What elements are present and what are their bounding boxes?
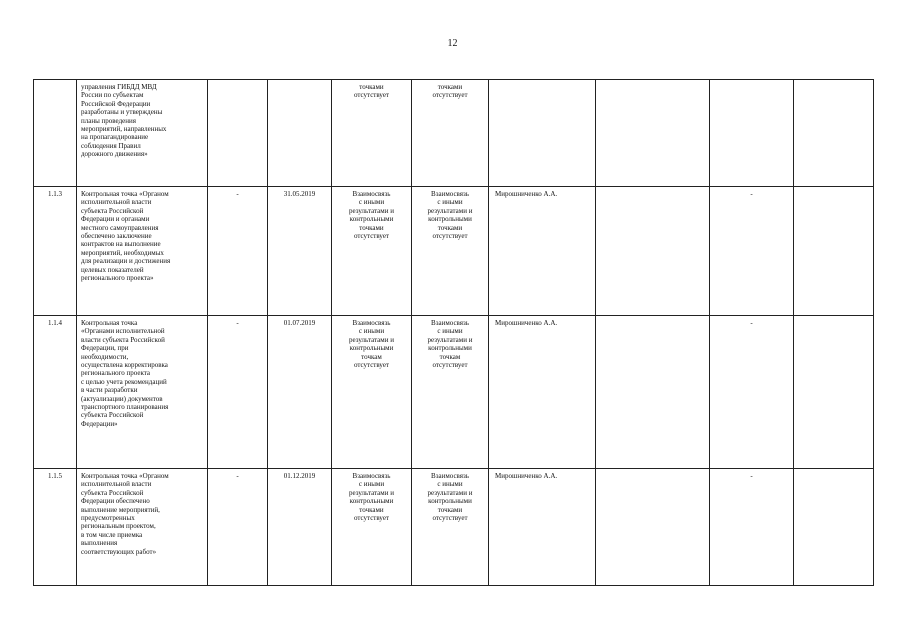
start-date-cell xyxy=(208,80,268,187)
successor-line: результатами и xyxy=(427,335,473,344)
responsible-cell xyxy=(489,316,596,469)
description-line: выполнение мероприятий, xyxy=(81,505,160,514)
predecessor-line: точками xyxy=(359,223,384,232)
description-line: для реализации и достижения xyxy=(81,257,171,266)
successor-line: отсутствует xyxy=(432,232,468,241)
description-line: Контрольная точка «Органом xyxy=(81,190,169,198)
description-line: субъекта Российской xyxy=(81,488,144,497)
responsible-cell xyxy=(489,187,596,316)
page-number: 12 xyxy=(447,38,458,49)
start-date: - xyxy=(236,190,239,198)
description-line: обеспечено заключение xyxy=(81,232,152,241)
description-line: управления ГИБДД МВД xyxy=(81,83,157,91)
successor-line: контрольными xyxy=(428,215,472,224)
description-line: Федерации и органами xyxy=(81,215,150,224)
responsible-person: Мирошниченко А.А. xyxy=(495,472,558,480)
successor-line: точками xyxy=(437,223,463,232)
description-line: региональным проектом, xyxy=(81,522,156,531)
successor-line: контрольными xyxy=(428,497,472,506)
description-line: регионального проекта» xyxy=(81,274,154,283)
successor-cell xyxy=(412,187,489,316)
description-line: в том числе приемка xyxy=(81,530,143,539)
start-date: - xyxy=(236,319,239,327)
description-line: на пропагандирование xyxy=(81,133,149,142)
description-line: исполнительной власти xyxy=(81,198,152,207)
empty-cell xyxy=(596,80,710,187)
description-line: мероприятий, направленных xyxy=(81,125,167,134)
empty-cell xyxy=(596,316,710,469)
extra-cell xyxy=(710,469,794,586)
empty-cell xyxy=(794,316,874,469)
description-line: исполнительной власти xyxy=(81,480,152,489)
successor-line: контрольными xyxy=(428,344,472,353)
description-line: (актуализации) документов xyxy=(81,394,163,403)
predecessor-line: контрольными xyxy=(349,215,394,224)
description-line: субъекта Российской xyxy=(81,206,144,215)
description-line: Контрольная точка «Органом xyxy=(81,472,169,480)
successor-cell xyxy=(412,316,489,469)
description-line: субъекта Российской xyxy=(81,411,144,420)
row-number: 1.1.3 xyxy=(48,190,62,198)
row-number-cell xyxy=(34,80,77,187)
successor-line: точкам xyxy=(439,352,461,361)
description-line: регионального проекта xyxy=(81,369,151,378)
description-line: контрактов на выполнение xyxy=(81,240,161,249)
predecessor-line: отсутствует xyxy=(353,91,390,100)
description-cell xyxy=(77,80,208,187)
description-line: России по субъектам xyxy=(81,91,144,100)
description-line: «Органами исполнительной xyxy=(81,327,165,336)
predecessor-cell xyxy=(332,187,412,316)
description-line: соблюдения Правил xyxy=(81,141,141,150)
control-points-table xyxy=(33,79,874,586)
description-line: Контрольная точка xyxy=(81,319,138,327)
extra-cell xyxy=(710,80,794,187)
predecessor-line: точками xyxy=(359,505,384,514)
end-date: 31.05.2019 xyxy=(283,190,316,198)
row-number-cell xyxy=(34,316,77,469)
description-cell xyxy=(77,469,208,586)
predecessor-cell xyxy=(332,469,412,586)
description-line: Федерации» xyxy=(81,419,118,428)
row-number: 1.1.4 xyxy=(48,319,62,327)
extra-value: - xyxy=(750,319,753,327)
description-line: планы проведения xyxy=(81,116,136,125)
successor-line: Взаимосвязь xyxy=(431,472,469,480)
successor-line: отсутствует xyxy=(432,514,468,523)
successor-line: точками xyxy=(437,505,463,514)
responsible-cell xyxy=(489,80,596,187)
description-line: мероприятий, необходимых xyxy=(81,248,164,257)
predecessor-line: отсутствует xyxy=(353,514,390,523)
successor-line: с иными xyxy=(437,327,463,336)
description-line: предусмотренных xyxy=(81,514,135,523)
predecessor-line: результатами и xyxy=(349,206,394,215)
successor-line: отсутствует xyxy=(432,361,468,370)
end-date-cell xyxy=(268,316,332,469)
predecessor-line: точками xyxy=(359,83,384,91)
predecessor-line: отсутствует xyxy=(353,361,390,370)
description-line: Федерации, при xyxy=(81,344,129,353)
description-line: власти субъекта Российской xyxy=(81,335,165,344)
end-date-cell xyxy=(268,187,332,316)
predecessor-cell xyxy=(332,316,412,469)
end-date: 01.12.2019 xyxy=(283,472,316,480)
description-line: осуществлена корректировка xyxy=(81,361,168,370)
successor-line: точками xyxy=(437,83,463,91)
empty-cell xyxy=(794,187,874,316)
responsible-person: Мирошниченко А.А. xyxy=(495,319,558,327)
extra-cell xyxy=(710,187,794,316)
description-line: Российской Федерации xyxy=(81,99,151,108)
table-row xyxy=(34,469,874,586)
predecessor-line: результатами и xyxy=(349,488,394,497)
start-date: - xyxy=(236,472,239,480)
description-line: разработаны и утверждены xyxy=(81,108,163,117)
successor-line: с иными xyxy=(437,198,463,207)
end-date-cell xyxy=(268,469,332,586)
responsible-person: Мирошниченко А.А. xyxy=(495,190,558,198)
empty-cell xyxy=(794,469,874,586)
predecessor-line: контрольными xyxy=(349,344,394,353)
description-line: транспортного планирования xyxy=(81,403,169,412)
successor-line: Взаимосвязь xyxy=(431,190,469,198)
empty-cell xyxy=(596,187,710,316)
description-line: целевых показателей xyxy=(81,265,144,274)
description-line: соответствующих работ» xyxy=(81,547,157,556)
table-row xyxy=(34,316,874,469)
predecessor-line: Взаимосвязь xyxy=(352,190,391,198)
description-line: в части разработки xyxy=(81,386,138,395)
predecessor-line: отсутствует xyxy=(353,232,390,241)
predecessor-line: Взаимосвязь xyxy=(352,319,391,327)
predecessor-line: с иными xyxy=(358,480,385,489)
row-number-cell xyxy=(34,187,77,316)
start-date-cell xyxy=(208,316,268,469)
responsible-cell xyxy=(489,469,596,586)
end-date-cell xyxy=(268,80,332,187)
start-date-cell xyxy=(208,187,268,316)
description-line: местного самоуправления xyxy=(81,223,159,232)
predecessor-line: контрольными xyxy=(349,497,394,506)
table-row xyxy=(34,187,874,316)
successor-line: результатами и xyxy=(427,206,473,215)
table-body xyxy=(34,80,874,586)
successor-cell xyxy=(412,469,489,586)
description-cell xyxy=(77,187,208,316)
start-date-cell xyxy=(208,469,268,586)
predecessor-line: с иными xyxy=(358,198,385,207)
description-line: необходимости, xyxy=(81,352,129,361)
description-line: Федерации обеспечено xyxy=(81,497,150,506)
predecessor-line: Взаимосвязь xyxy=(352,472,391,480)
successor-cell xyxy=(412,80,489,187)
extra-value: - xyxy=(750,472,753,480)
description-line: дорожного движения» xyxy=(81,150,148,159)
empty-cell xyxy=(596,469,710,586)
successor-line: Взаимосвязь xyxy=(431,319,469,327)
description-line: выполнения xyxy=(81,539,118,548)
predecessor-line: результатами и xyxy=(349,335,394,344)
empty-cell xyxy=(794,80,874,187)
predecessor-line: точкам xyxy=(361,352,382,361)
successor-line: с иными xyxy=(437,480,463,489)
successor-line: отсутствует xyxy=(432,91,468,100)
predecessor-cell xyxy=(332,80,412,187)
description-cell xyxy=(77,316,208,469)
description-line: с целью учета рекомендаций xyxy=(81,377,167,386)
table-row xyxy=(34,80,874,187)
successor-line: результатами и xyxy=(427,488,473,497)
extra-value: - xyxy=(750,190,753,198)
extra-cell xyxy=(710,316,794,469)
end-date: 01.07.2019 xyxy=(283,319,316,327)
row-number-cell xyxy=(34,469,77,586)
predecessor-line: с иными xyxy=(358,327,385,336)
row-number: 1.1.5 xyxy=(48,472,62,480)
